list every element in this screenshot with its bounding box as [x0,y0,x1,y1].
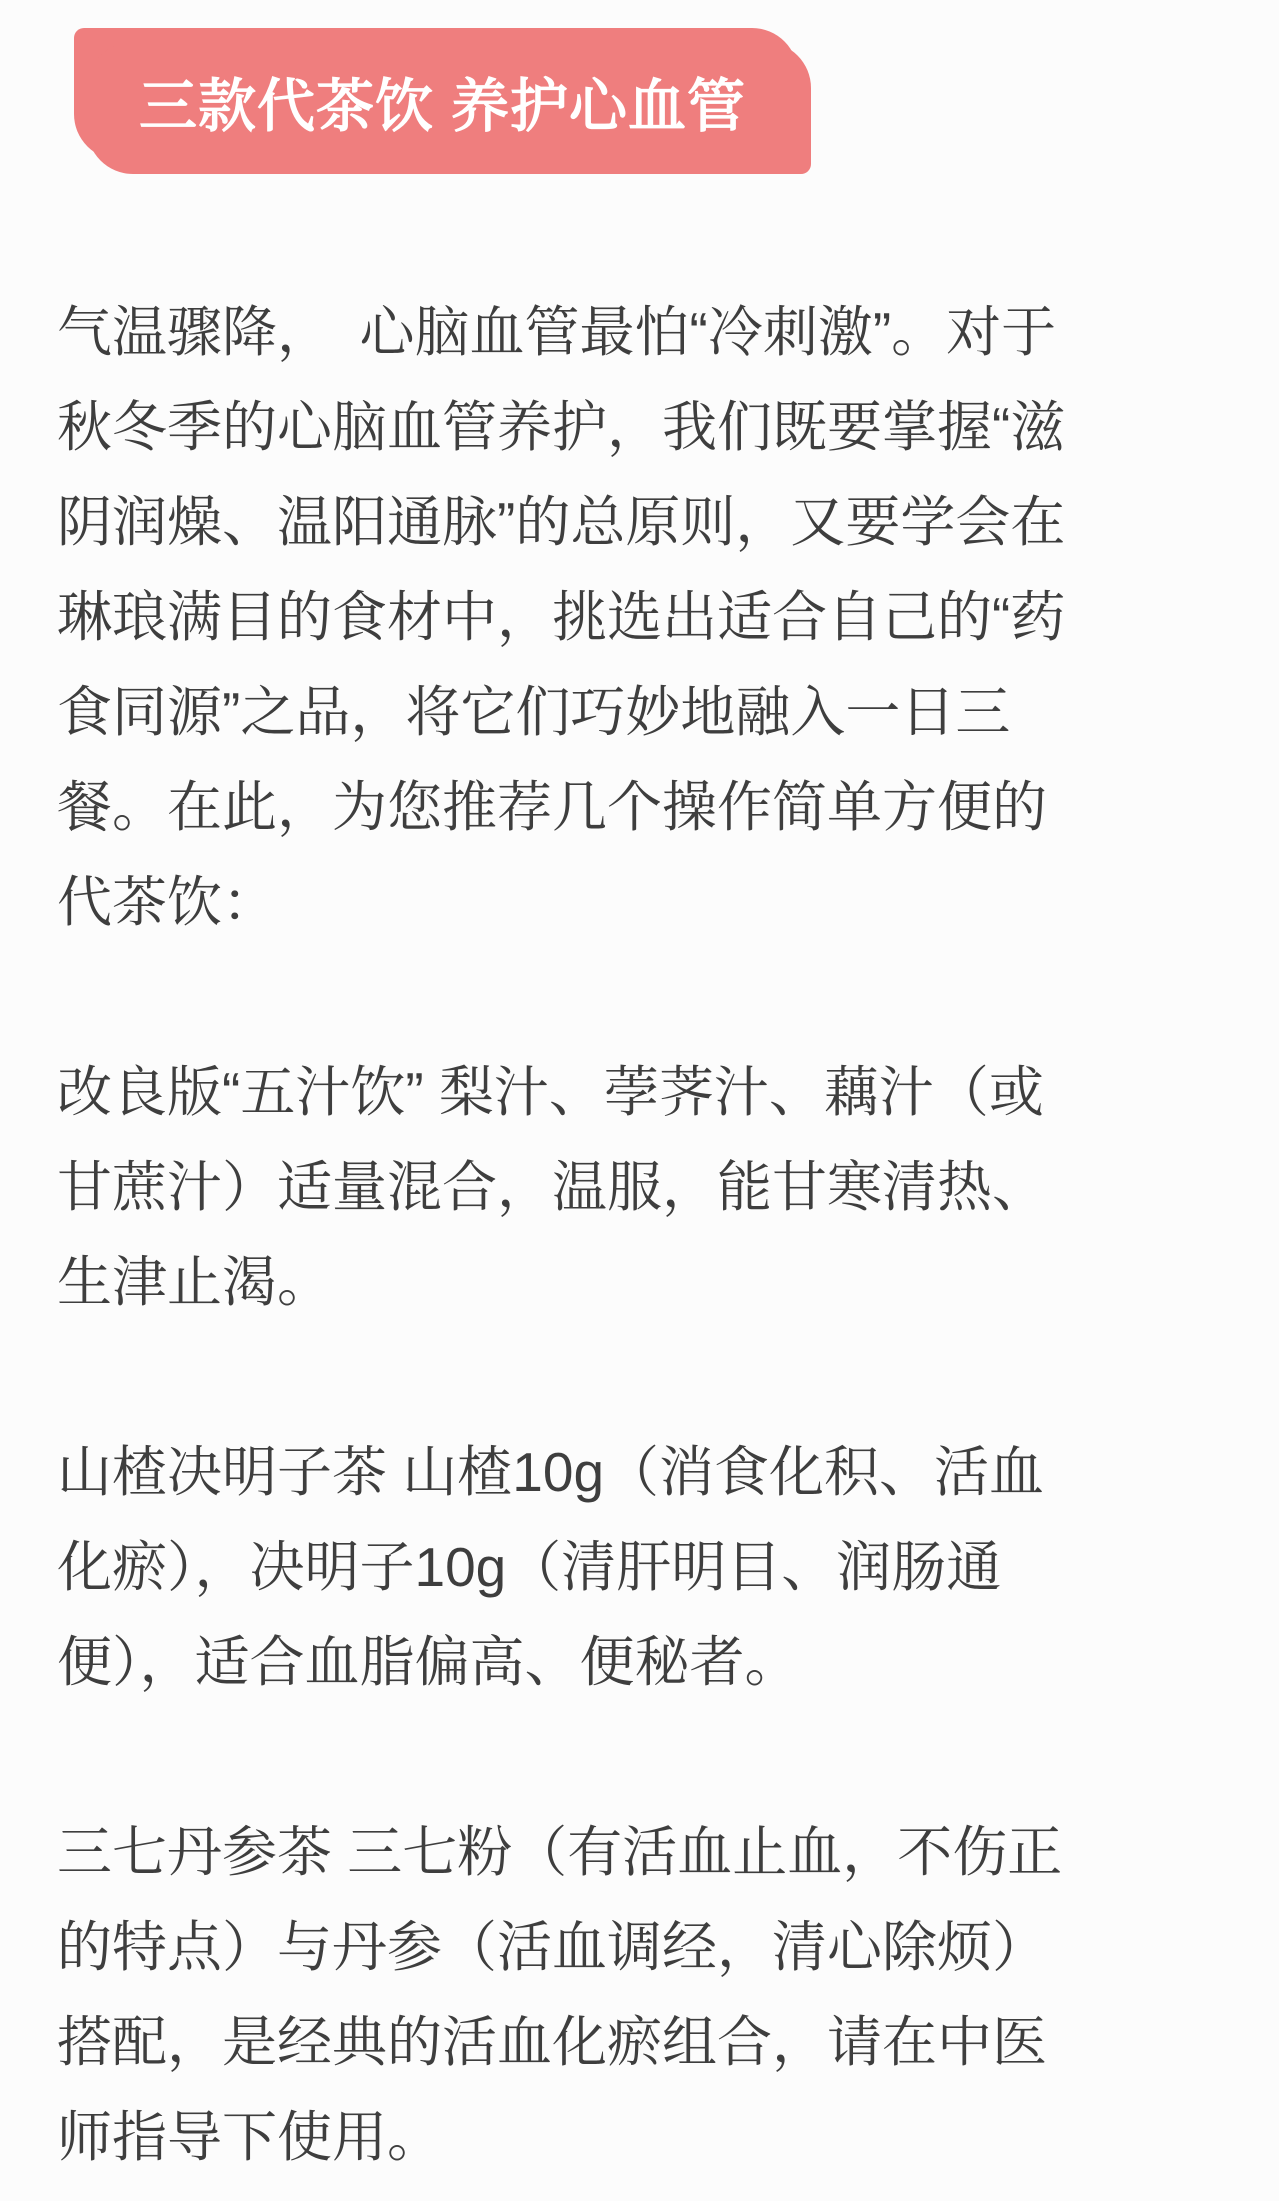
text-line: 改良版“五汁饮” 梨汁、荸荠汁、藕汁（或 [57,1061,1044,1123]
text-line: 便），适合血脂偏高、便秘者。 [57,1631,800,1693]
text-line: 气温骤降， 心脑血管最怕“冷刺激”。对于 [57,301,1057,363]
paragraph-intro [57,285,1227,950]
text-line: 甘蔗汁）适量混合，温服，能甘寒清热、 [57,1156,1048,1218]
paragraph-hawthorn-cassia-tea [57,1425,1227,1710]
text-line: 师指导下使用。 [57,2106,443,2168]
text-line: 三七丹参茶 三七粉（有活血止血，不伤正 [57,1821,1063,1883]
text-line: 餐。在此，为您推荐几个操作简单方便的 [57,776,1048,838]
text-line: 搭配，是经典的活血化瘀组合，请在中医 [57,2011,1048,2073]
title-badge [74,28,811,174]
text-line: 的特点）与丹参（活血调经，清心除烦） [57,1916,1048,1978]
text-line: 阴润燥、温阳通脉”的总原则，又要学会在 [57,491,1066,553]
text-line: 生津止渴。 [57,1251,333,1313]
text-line: 山楂决明子茶 山楂10g（消食化积、活血 [57,1441,1045,1503]
text-line: 食同源”之品，将它们巧妙地融入一日三 [57,681,1011,743]
text-line: 代茶饮： [57,871,278,933]
text-line: 化瘀），决明子10g（清肝明目、润肠通 [57,1536,1002,1598]
paragraph-sanqi-danshen-tea [57,1805,1227,2185]
article-body [57,285,1227,2185]
text-line: 秋冬季的心脑血管养护，我们既要掌握“滋 [57,396,1066,458]
text-line: 琳琅满目的食材中，挑选出适合自己的“药 [57,586,1066,648]
paragraph-five-juice-drink [57,1045,1227,1330]
badge-title-text: 三款代茶饮 养护心血管 [138,74,747,139]
